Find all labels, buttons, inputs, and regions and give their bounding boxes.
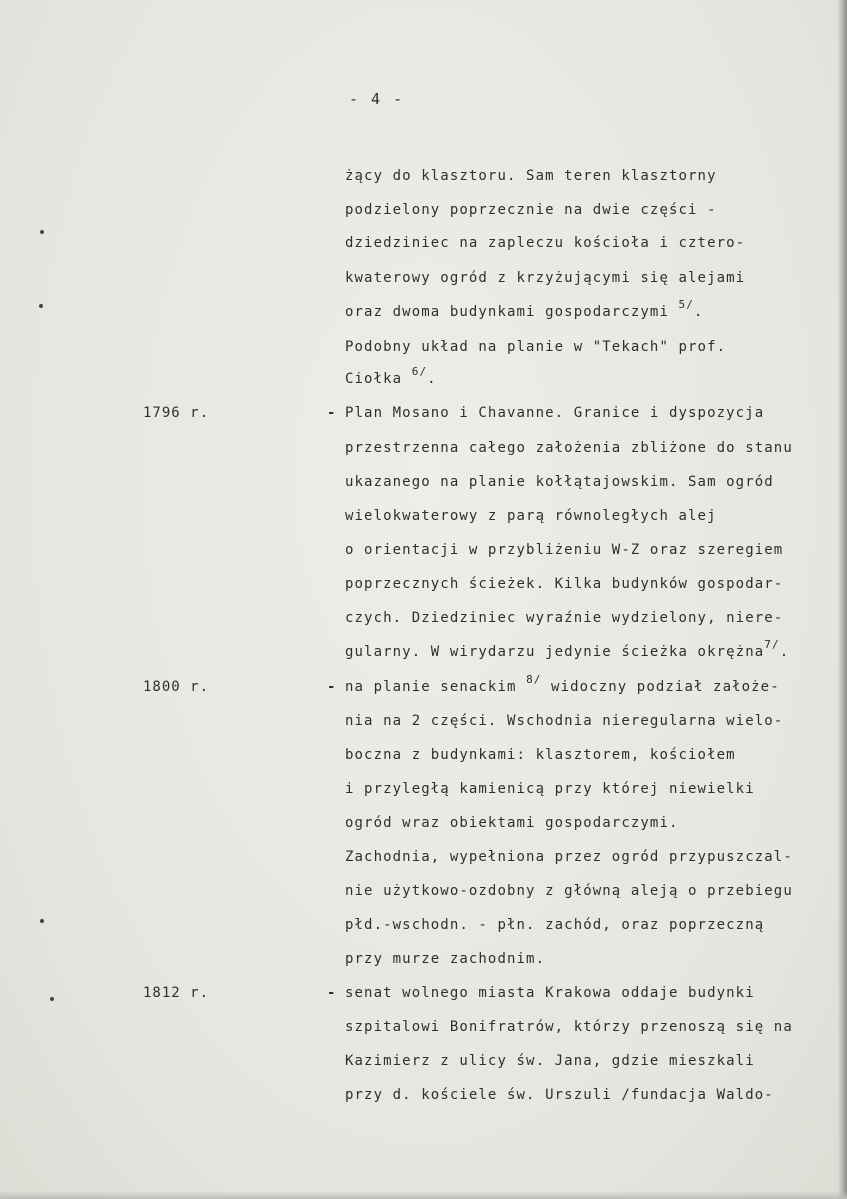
text-line: Podobny układ na planie w "Tekach" prof. <box>345 339 727 355</box>
text-line: szpitalowi Bonifratrów, którzy przenoszą się na <box>345 1019 793 1035</box>
entry-dash: - <box>327 405 337 421</box>
footnote-ref: 5/ <box>678 298 694 311</box>
punctuation: . <box>693 304 704 320</box>
text-line: dziedziniec na zapleczu kościoła i cztero- <box>345 235 746 251</box>
page-number: - 4 - <box>349 90 405 108</box>
text-line: nia na 2 części. Wschodnia nieregularna wielo- <box>345 713 784 729</box>
page-bottom-shadow <box>0 1191 847 1199</box>
text-line: podzielony poprzecznie na dwie części - <box>345 202 717 218</box>
text-line <box>345 673 780 698</box>
text-line: Plan Mosano i Chavanne. Granice i dyspozycja <box>345 405 765 421</box>
punch-mark <box>39 304 43 308</box>
entry-dash: - <box>327 679 337 695</box>
text-line: ukazanego na planie kołłątajowskim. Sam ogród <box>345 474 774 490</box>
punch-mark <box>50 997 54 1001</box>
text-line: wielokwaterowy z parą równoległych alej <box>345 508 717 524</box>
text-line: Kazimierz z ulicy św. Jana, gdzie mieszkali <box>345 1053 755 1069</box>
footnote-ref: 8/ <box>526 673 542 686</box>
text-line: nie użytkowo-ozdobny z główną aleją o przebiegu <box>345 883 793 899</box>
text-line: poprzecznych ścieżek. Kilka budynków gospodar- <box>345 576 784 592</box>
page-edge-shadow <box>837 0 847 1199</box>
text-line: Zachodnia, wypełniona przez ogród przypuszczal- <box>345 849 793 865</box>
text-line: przy d. kościele św. Urszuli /fundacja Waldo- <box>345 1087 774 1103</box>
text-line-content: oraz dwoma budynkami gospodarczymi <box>345 304 669 320</box>
text-line-content: widoczny podział założe- <box>551 679 780 695</box>
year-label: 1796 r. <box>143 405 210 421</box>
text-line: czych. Dziedziniec wyraźnie wydzielony, niere- <box>345 610 784 626</box>
text-line: żący do klasztoru. Sam teren klasztorny <box>345 168 717 184</box>
text-line: przestrzenna całego założenia zbliżone do stanu <box>345 440 793 456</box>
text-line <box>345 365 437 390</box>
text-line: ogród wraz obiektami gospodarczymi. <box>345 815 679 831</box>
text-line-content: na planie senackim <box>345 679 517 695</box>
text-line: senat wolnego miasta Krakowa oddaje budynki <box>345 985 755 1001</box>
text-line: boczna z budynkami: klasztorem, kościołem <box>345 747 736 763</box>
entry-dash: - <box>327 985 337 1001</box>
footnote-ref: 7/ <box>764 638 780 651</box>
text-line: przy murze zachodnim. <box>345 951 546 967</box>
text-line: o orientacji w przybliżeniu W-Z oraz szeregiem <box>345 542 784 558</box>
text-line-content: Ciołka <box>345 371 403 387</box>
punctuation: . <box>779 644 790 660</box>
punch-mark <box>40 919 44 923</box>
punctuation: . <box>427 371 437 387</box>
year-label: 1800 r. <box>143 679 210 695</box>
text-line: kwaterowy ogród z krzyżującymi się alejami <box>345 270 746 286</box>
text-line: płd.-wschodn. - płn. zachód, oraz poprzeczną <box>345 917 765 933</box>
punch-mark <box>40 230 44 234</box>
text-line-content: gularny. W wirydarzu jedynie ścieżka okrężna <box>345 644 765 660</box>
year-label: 1812 r. <box>143 985 210 1001</box>
text-line: i przyległą kamienicą przy której niewielki <box>345 781 755 797</box>
text-line <box>345 638 790 663</box>
text-line <box>345 298 704 323</box>
footnote-ref: 6/ <box>411 365 428 378</box>
